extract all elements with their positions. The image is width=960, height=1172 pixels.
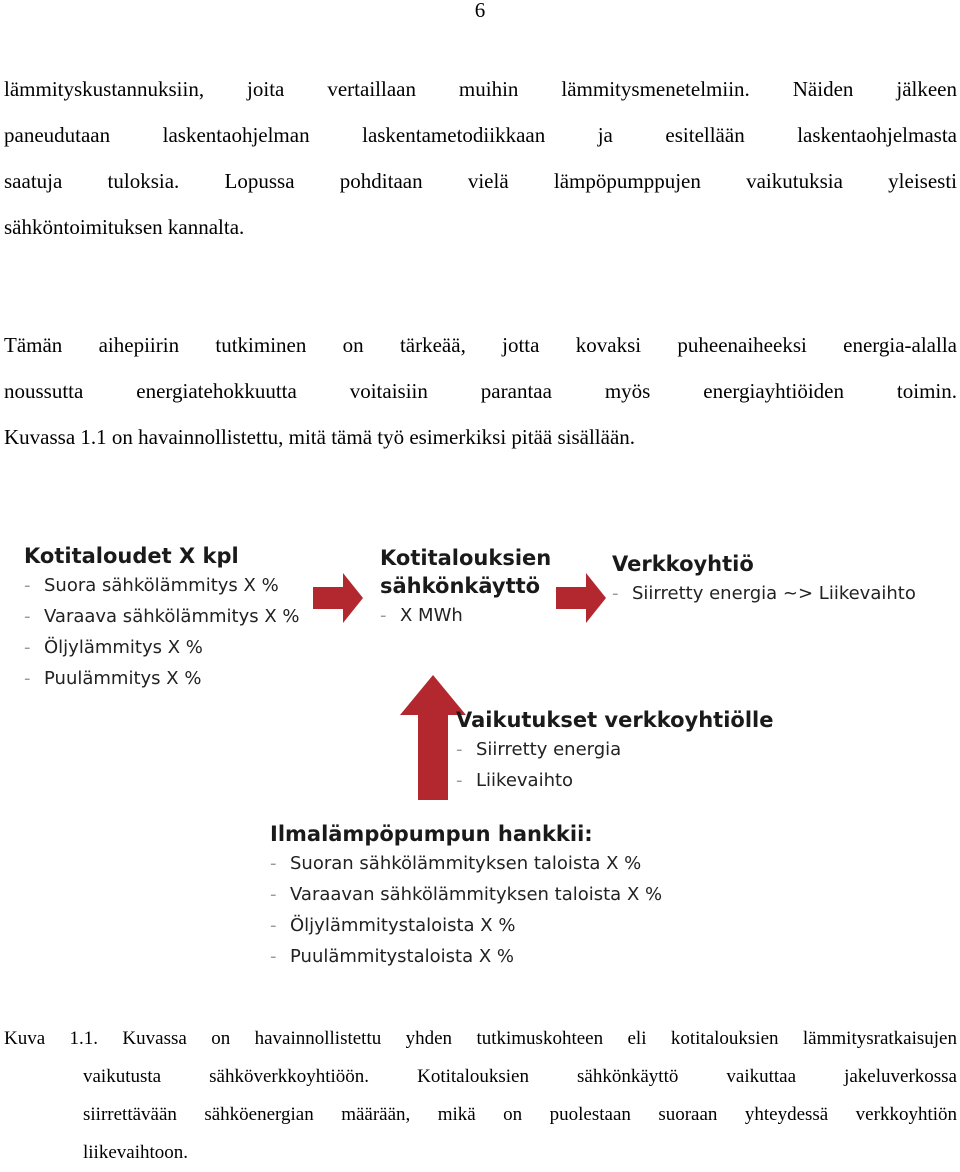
list-item: - Öljylämmitystaloista X %: [270, 915, 516, 936]
body-paragraph-1: [4, 66, 957, 250]
network-box: [612, 550, 916, 609]
figure-1-1: [0, 530, 960, 980]
body-paragraph-2: [4, 322, 957, 460]
list-item: - Öljylämmitys X %: [24, 637, 203, 658]
list-item: - Puulämmitystaloista X %: [270, 946, 514, 967]
households-list: [24, 570, 300, 694]
households-box: [24, 542, 300, 694]
paragraph-line: paneudutaan laskentaohjelman laskentametodiikkaan ja esitellään laskentaohjelmasta: [4, 123, 957, 147]
paragraph-line: Kuvassa 1.1 on havainnollistettu, mitä tämä työ esimerkiksi pitää sisällään.: [4, 425, 636, 449]
caption-line: Kuva 1.1. Kuvassa on havainnollistettu yhden tutkimuskohteen eli kotitalouksien lämmitysratkaisujen: [4, 1028, 957, 1049]
caption-line: siirrettävään sähköenergian määrään, mikä on puolestaan suoraan yhteydessä verkkoyhtiön: [83, 1104, 957, 1125]
effects-box: [456, 706, 773, 796]
consumption-box: [380, 544, 551, 631]
caption-line: vaikutusta sähköverkkoyhtiöön. Kotitalouksien sähkönkäyttö vaikuttaa jakeluverkossa: [83, 1066, 957, 1087]
heatpump-title: Ilmalämpöpumpun hankkii:: [270, 822, 593, 846]
paragraph-line: lämmityskustannuksiin, joita vertaillaan muihin lämmitysmenetelmiin. Näiden jälkeen: [4, 77, 957, 101]
heatpump-list: [270, 848, 662, 972]
list-item: - Varaava sähkölämmitys X %: [24, 606, 300, 627]
page-number: 6: [474, 0, 486, 22]
list-item: - Siirretty energia: [456, 739, 622, 760]
paragraph-line: Tämän aihepiirin tutkiminen on tärkeää, jotta kovaksi puheenaiheeksi energia-alalla: [4, 333, 957, 357]
consumption-title-line2: sähkönkäyttö: [380, 574, 541, 598]
caption-line: liikevaihtoon.: [83, 1142, 189, 1163]
network-title: Verkkoyhtiö: [612, 552, 754, 576]
consumption-title-line1: Kotitalouksien: [380, 546, 552, 570]
network-list: [612, 578, 916, 609]
right-arrow-icon: [556, 573, 606, 623]
effects-title: Vaikutukset verkkoyhtiölle: [456, 708, 774, 732]
paragraph-line: noussutta energiatehokkuutta voitaisiin parantaa myös energiayhtiöiden toimin.: [4, 379, 957, 403]
consumption-list: [380, 600, 551, 631]
list-item: - Varaavan sähkölämmityksen taloista X %: [270, 884, 663, 905]
list-item: - Suoran sähkölämmityksen taloista X %: [270, 853, 642, 874]
list-item: - X MWh: [380, 605, 463, 626]
list-item: - Puulämmitys X %: [24, 668, 202, 689]
heatpump-box: [270, 820, 662, 972]
list-item: - Suora sähkölämmitys X %: [24, 575, 279, 596]
effects-list: [456, 734, 773, 796]
households-title: Kotitaloudet X kpl: [24, 544, 239, 568]
list-item: - Liikevaihto: [456, 770, 574, 791]
paragraph-line: saatuja tuloksia. Lopussa pohditaan vielä lämpöpumppujen vaikutuksia yleisesti: [4, 169, 957, 193]
paragraph-line: sähköntoimituksen kannalta.: [4, 215, 245, 239]
figure-caption: [4, 1020, 957, 1172]
list-item: - Siirretty energia ~> Liikevaihto: [612, 583, 916, 604]
right-arrow-icon: [313, 573, 363, 623]
